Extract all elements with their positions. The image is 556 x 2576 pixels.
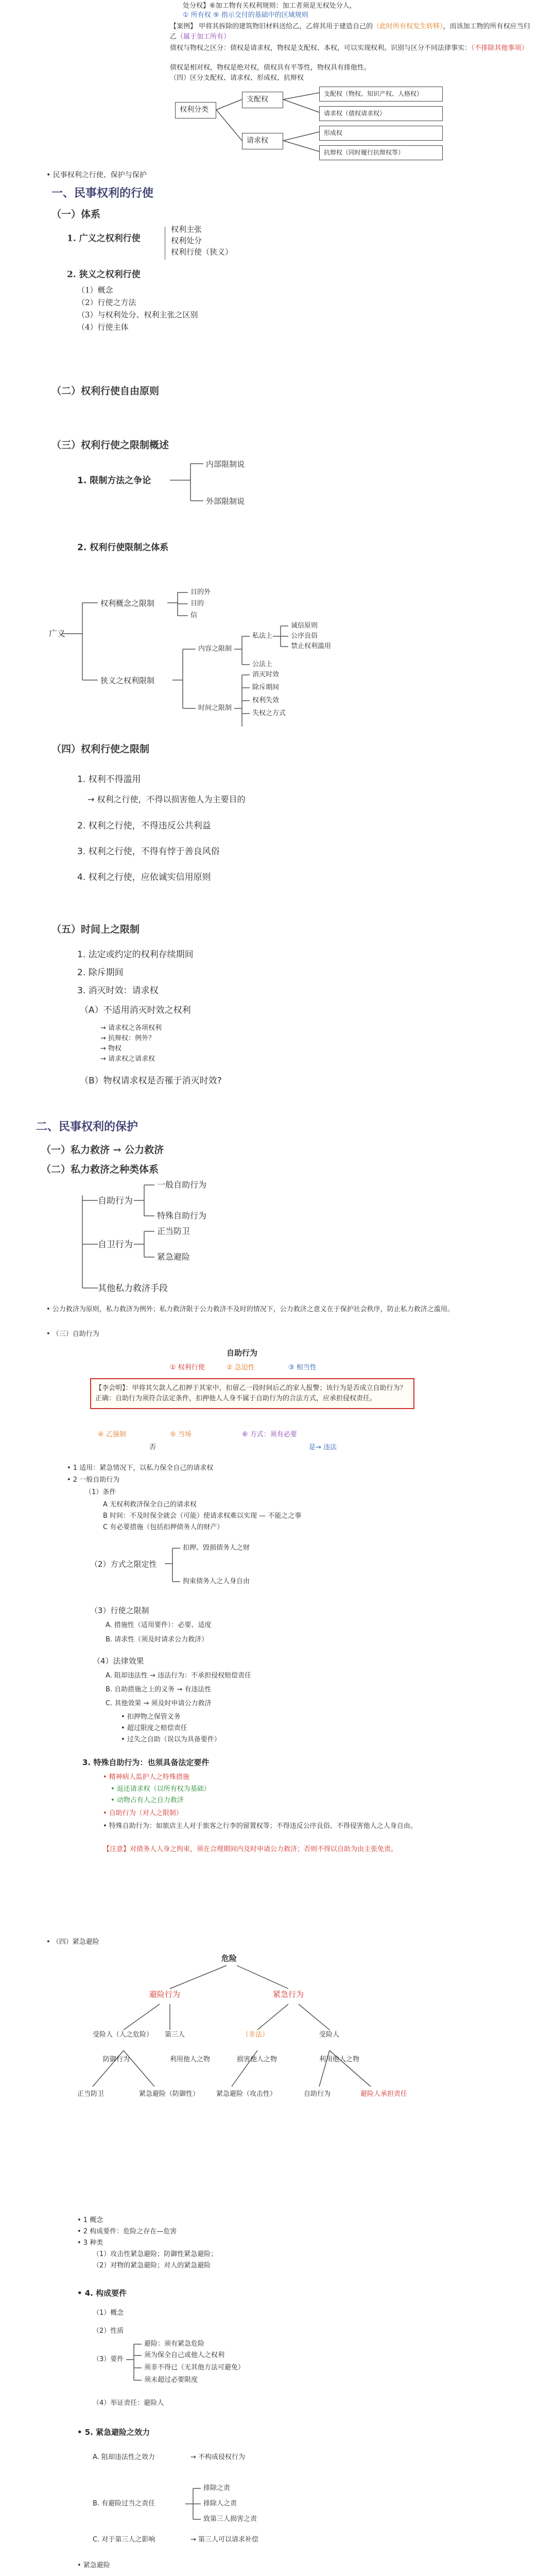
- sh-c4: （4）法律效果: [93, 1656, 144, 1666]
- sh-l5: ⑤ 当场: [170, 1431, 192, 1438]
- time-a: （A）不适用消灭时效之权利: [80, 1005, 191, 1015]
- e-e1: A. 阻却违法性之效力: [93, 2453, 155, 2461]
- b2-text: 债权与物权之区分：债权是请求权，物权是支配权、本权，: [170, 44, 344, 52]
- limit-private: 私法上: [252, 632, 273, 640]
- wide-a: 权利主张: [171, 225, 202, 234]
- emergency: 紧急避险: [157, 1252, 190, 1262]
- section-emergency-detail: [0, 2215, 556, 2576]
- item-wide: 1. 广义之权利行使: [67, 233, 141, 244]
- e-item-3: • 3 种类: [77, 2239, 103, 2247]
- e-c3: （3）要件: [93, 2355, 124, 2363]
- time-b: （B）物权请求权是否罹于消灭时效?: [80, 1076, 222, 1086]
- sh-c5b: • 返还请求权（以所有权为基础）: [111, 1785, 211, 1793]
- sh-c1b: B 时间：不及时保全就会（可能）使请求权难以实现 — 不能之之事: [103, 1512, 302, 1520]
- sh-c5c: • 动物占有人之自力救济: [111, 1797, 184, 1804]
- limit-concept: 权利概念之限制: [100, 599, 155, 608]
- limit-system: 2. 权利行使限制之体系: [77, 543, 169, 553]
- section-time-limit: [0, 922, 556, 1108]
- sh-l1: ① 权利行使: [170, 1364, 205, 1371]
- sh-c2a: 扣押、毁损债务人之财: [183, 1544, 250, 1552]
- self-help-general: 一般自助行为: [157, 1180, 207, 1190]
- diagram-r2: 请求权（债权请求权）: [319, 106, 443, 121]
- d4: 自助行为: [304, 2090, 331, 2098]
- sh-l2: ② 急迫性: [227, 1364, 255, 1371]
- self-help: 自助行为: [98, 1196, 133, 1206]
- sh-c2: （2）方式之限定性: [90, 1560, 157, 1569]
- emergency-act: 紧急行为: [273, 1990, 304, 1999]
- other-means: 其他私力救济手段: [98, 1283, 168, 1294]
- e-e2a: 排除之责: [203, 2484, 231, 2492]
- limit-c7: 失权之方式: [252, 709, 286, 717]
- sh-c4d: • 扣押物之保管义务: [121, 1713, 181, 1721]
- e-c3c: 须非不得已（无其他方法可避免）: [144, 2364, 245, 2371]
- e-h6: • 紧急避险: [77, 2562, 110, 2569]
- illegal: （非法）: [242, 2031, 269, 2039]
- heading-time: （五）时间上之限制: [51, 924, 140, 935]
- e-c1: （1）概念: [93, 2309, 124, 2317]
- sh-general: • 2 一般自助行为: [67, 1476, 120, 1484]
- diagram-mid-1: 支配权: [242, 92, 283, 108]
- limit-time: 时间之限制: [198, 704, 232, 712]
- top-line-2: ① 所有权 ⑨ 指示交付的基础中的区域规则: [183, 11, 308, 19]
- e-c3d: 须未超过必要限度: [144, 2376, 198, 2384]
- heading-freedom: （二）权利行使自由原则: [51, 385, 160, 397]
- e-c3a: 避险：须有紧急危险: [144, 2340, 205, 2348]
- wide-b: 权利处分: [171, 236, 202, 245]
- m4: 利用他人之物: [319, 2056, 360, 2063]
- rights-diagram: [0, 87, 556, 169]
- sub-self-help: • （三）自助行为: [46, 1330, 99, 1338]
- limit-item-1-note: → 权利之行使，不得以损害他人为主要目的: [88, 794, 246, 804]
- e-c3b: 须为保全自己或他人之权利: [144, 2351, 225, 2359]
- limit-a1: 目的外: [190, 588, 211, 596]
- d1: 正当防卫: [77, 2090, 105, 2098]
- case-box: 【李会明】：甲将其欠款人乙扣押于其家中，扣留乙一段时间后乙的家人报警；该行为是否成立自助行为？正确：自助行为须符合法定条件，扣押他人人身不属于自助行为的合法方式，应承担侵权责任。: [90, 1378, 414, 1409]
- time-item-1: 1. 法定或约定的权利存续期间: [77, 950, 194, 960]
- sh-c3b: B. 请求性（须及时请求公力救济）: [106, 1636, 208, 1643]
- sh-c4e: • 超过限度之赔偿责任: [121, 1724, 187, 1732]
- limit-a2: 目的: [190, 600, 204, 607]
- top-bullet-3: 债权是相对权，物权是绝对权，债权具有平等性，物权具有排他性。: [170, 64, 371, 72]
- sh-c3: （3）行使之限制: [90, 1606, 149, 1615]
- e-e2c: 致第三人损害之责: [203, 2515, 257, 2523]
- sh-c5: 3. 特殊自助行为：也须具备法定要件: [82, 1758, 210, 1767]
- diagram-r3: 形成权: [319, 126, 443, 141]
- heading-one: 一、民事权利的行使: [51, 187, 154, 200]
- narrow-2: （2）行使之方法: [77, 298, 136, 307]
- emergency-connectors: [0, 1937, 556, 2205]
- e-item-5: （2）对物的紧急避险；对人的紧急避险: [93, 2262, 211, 2269]
- limit-item-3: 3. 权利之行使，不得有悖于善良风俗: [77, 846, 220, 857]
- sh-c2b: 拘束债务人之人身自由: [183, 1578, 250, 1585]
- top-bullet-4: （四）区分支配权、请求权、形成权、抗辩权: [170, 74, 304, 82]
- section-limits: [0, 742, 556, 907]
- m2: 利用他人之物: [170, 2056, 211, 2063]
- e-item-1: • 1 概念: [77, 2216, 103, 2224]
- sh-c4a: A. 阻却违法性 → 违法行为：不承担侵权赔偿责任: [106, 1672, 252, 1680]
- e-e2b: 排除人之责: [203, 2500, 237, 2507]
- sh-c6: • 自助行为（对人之限制）: [103, 1809, 183, 1817]
- victim-2: 受险人: [319, 2031, 340, 2039]
- limit-c4: 消灭时效: [252, 671, 280, 679]
- sh-c3a: A. 措施性（适用要件）：必要、适度: [106, 1621, 212, 1629]
- section-head: • 民事权利之行使、保护与保护: [46, 171, 147, 179]
- third-party: 第三人: [165, 2031, 185, 2039]
- debate-b: 外部限制说: [206, 497, 245, 506]
- b2-text-b: 可以实现权利。识别与区分不同法律事实：: [344, 44, 472, 52]
- time-a-4: → 请求权之请求权: [100, 1055, 155, 1063]
- diagram-connectors: [0, 87, 556, 169]
- sub-emergency: • （四）紧急避险: [46, 1938, 99, 1946]
- e-h4: • 4. 构成要件: [77, 2289, 127, 2298]
- legit-defense: 正当防卫: [157, 1226, 190, 1236]
- sh-l4: ④ 乙强制: [98, 1431, 126, 1438]
- sh-c6b: 【注意】对债务人人身之拘束，须在合理期间内及时申请公力救济；否则不得以自助为由主张免责。: [103, 1845, 398, 1853]
- debate-a: 内部限制说: [206, 460, 245, 469]
- heading-limit: （三）权利行使之限制概述: [51, 439, 169, 451]
- limit-wide: 广义: [49, 629, 66, 638]
- limit-item-1: 1. 权利不得滥用: [77, 774, 141, 785]
- item-narrow: 2. 狭义之权利行使: [67, 269, 141, 280]
- heading-limits: （四）权利行使之限制: [51, 743, 150, 755]
- case-highlight-2: （属于加工所有）: [177, 33, 231, 41]
- section-self-help: [0, 1347, 556, 1940]
- narrow-1: （1）概念: [77, 285, 113, 295]
- sh-c6a: • 特殊自助行为：如旅店主人对于旅客之行李的留置权等；不得违反公序良俗、不得侵害他人之人身自由。: [103, 1822, 417, 1830]
- sh-c1c: C 有必要措施（包括扣押债务人的财产）: [103, 1523, 224, 1531]
- heading-private-public: （一）私力救济 → 公力救济: [41, 1144, 164, 1156]
- sh-c1a: A 无权利救济保全自己的请求权: [103, 1501, 197, 1509]
- sh-l6: ⑥ 方式：须有必要: [242, 1431, 297, 1438]
- limit-c1: 诚信原则: [291, 622, 318, 630]
- limit-c6: 权利失效: [252, 697, 280, 704]
- e-item-4: （1）攻击性紧急避险；防御性紧急避险；: [93, 2250, 218, 2258]
- narrow-3: （3）与权利处分、权利主张之区别: [77, 310, 198, 319]
- heading-kinds: （二）私力救济之种类体系: [41, 1164, 159, 1175]
- limit-c5: 除斥期间: [252, 684, 280, 691]
- time-a-3: → 物权: [100, 1045, 122, 1053]
- sh-c5a: • 精神病人监护人之特殊措施: [103, 1773, 189, 1781]
- self-help-special: 特殊自助行为: [157, 1211, 207, 1221]
- e-c2: （2）性质: [93, 2327, 124, 2335]
- limit-a3: 信: [190, 612, 198, 619]
- self-defense: 自卫行为: [98, 1240, 133, 1250]
- section-freedom: [0, 384, 556, 410]
- time-item-2: 2. 除斥期间: [77, 968, 124, 978]
- limit-content: 内容之限制: [198, 645, 232, 653]
- e-c4: （4）举证责任：避险人: [93, 2399, 164, 2407]
- sh-c1: （1）条件: [85, 1488, 116, 1496]
- d2: 紧急避险（防御性）: [139, 2090, 200, 2098]
- danger-title: 危险: [221, 1954, 237, 1963]
- limit-item-2: 2. 权利之行使，不得违反公共利益: [77, 821, 211, 831]
- e-h5: • 5. 紧急避险之效力: [77, 2428, 150, 2437]
- diagram-r4: 抗辩权（同时履行抗辩权等）: [319, 145, 443, 160]
- sh-l8: 是→ 违法: [309, 1444, 337, 1451]
- diagram-r1: 支配权（物权、知识产权、人格权）: [319, 87, 443, 101]
- case-text-2: ，而该加工物的所有权应当归乙: [170, 23, 530, 41]
- m1: 防御行为: [103, 2056, 130, 2063]
- limit-debate: 1. 限制方法之争论: [77, 476, 151, 486]
- avoid-act: 避险行为: [149, 1990, 181, 1999]
- top-notes: [0, 0, 556, 88]
- top-bullet-case: [170, 22, 530, 42]
- heading-two: 二、民事权利的保护: [36, 1120, 138, 1133]
- limit-item-4: 4. 权利之行使，应依诚实信用原则: [77, 872, 211, 883]
- sh-c4b: B. 自助措施之上的义务 → 有违法性: [106, 1686, 212, 1693]
- m3: 损害他人之物: [237, 2056, 277, 2063]
- note-private-public: • 公力救济为原则，私力救济为例外；私力救济限于公力救济不及时的情况下，公力救济之意义在于保护社会秩序，防止私力救济之滥用。: [46, 1306, 454, 1313]
- case-highlight: （此时所有权发生转移）: [373, 23, 443, 30]
- limit-public: 公法上: [252, 660, 273, 668]
- d3: 紧急避险（攻击性）: [216, 2090, 277, 2098]
- top-line-1: 处分权】⑥加工物有关权利规则：加工者须是无权处分人，: [183, 2, 356, 10]
- sh-l3: ③ 相当性: [288, 1364, 317, 1371]
- time-item-3: 3. 消灭时效：请求权: [77, 986, 159, 996]
- sh-l7: 否: [149, 1444, 157, 1451]
- section-emergency-diagram: [0, 1937, 556, 2205]
- section-limit-overview: [0, 438, 556, 726]
- self-help-title: 自助行为: [227, 1348, 258, 1358]
- case-text: 【案例】 甲将其拆除的建筑物旧材料送给乙，乙将其用于建造自己的: [170, 23, 373, 30]
- e-item-2: • 2 构成要件：危险之存在—危害: [77, 2228, 177, 2235]
- e-e1a: → 不构成侵权行为: [190, 2453, 246, 2461]
- diagram-mid-2: 请求权: [242, 133, 283, 149]
- section-protection: [0, 1118, 556, 1345]
- section-exercise: [0, 170, 556, 355]
- victim: 受险人（人之危险）: [93, 2031, 153, 2039]
- b2-highlight: （不排除其他事项）: [471, 44, 528, 52]
- sh-bottom: • 1 适用：紧急情况下，以私力保全自己的请求权: [67, 1464, 214, 1472]
- wide-c: 权利行使（狭义）: [171, 247, 233, 257]
- e-e3a: → 第三人可以请求补偿: [190, 2536, 259, 2544]
- e-e3: C. 对于第三人之影响: [93, 2536, 155, 2544]
- diagram-root: 权利分类: [175, 102, 216, 118]
- detail-connectors: [0, 2215, 556, 2576]
- limit-narrow: 狭义之权利限制: [100, 676, 155, 685]
- limit-c2: 公序良俗: [291, 632, 318, 640]
- d5: 避险人承担责任: [360, 2090, 408, 2098]
- e-e2: B. 有避险过当之责任: [93, 2500, 155, 2507]
- narrow-4: （4）行使主体: [77, 323, 129, 332]
- limit-c3: 禁止权利滥用: [291, 642, 332, 650]
- heading-system: （一）体系: [51, 209, 101, 220]
- sh-c4f: • 过失之自助（误以为具备要件）: [121, 1736, 221, 1743]
- time-a-2: → 抗辩权：例外？: [100, 1035, 155, 1042]
- top-bullet-2: [170, 43, 530, 54]
- time-a-1: → 请求权之各项权利: [100, 1024, 162, 1032]
- sh-c4c: C. 其他效果 → 须及时申请公力救济: [106, 1700, 212, 1707]
